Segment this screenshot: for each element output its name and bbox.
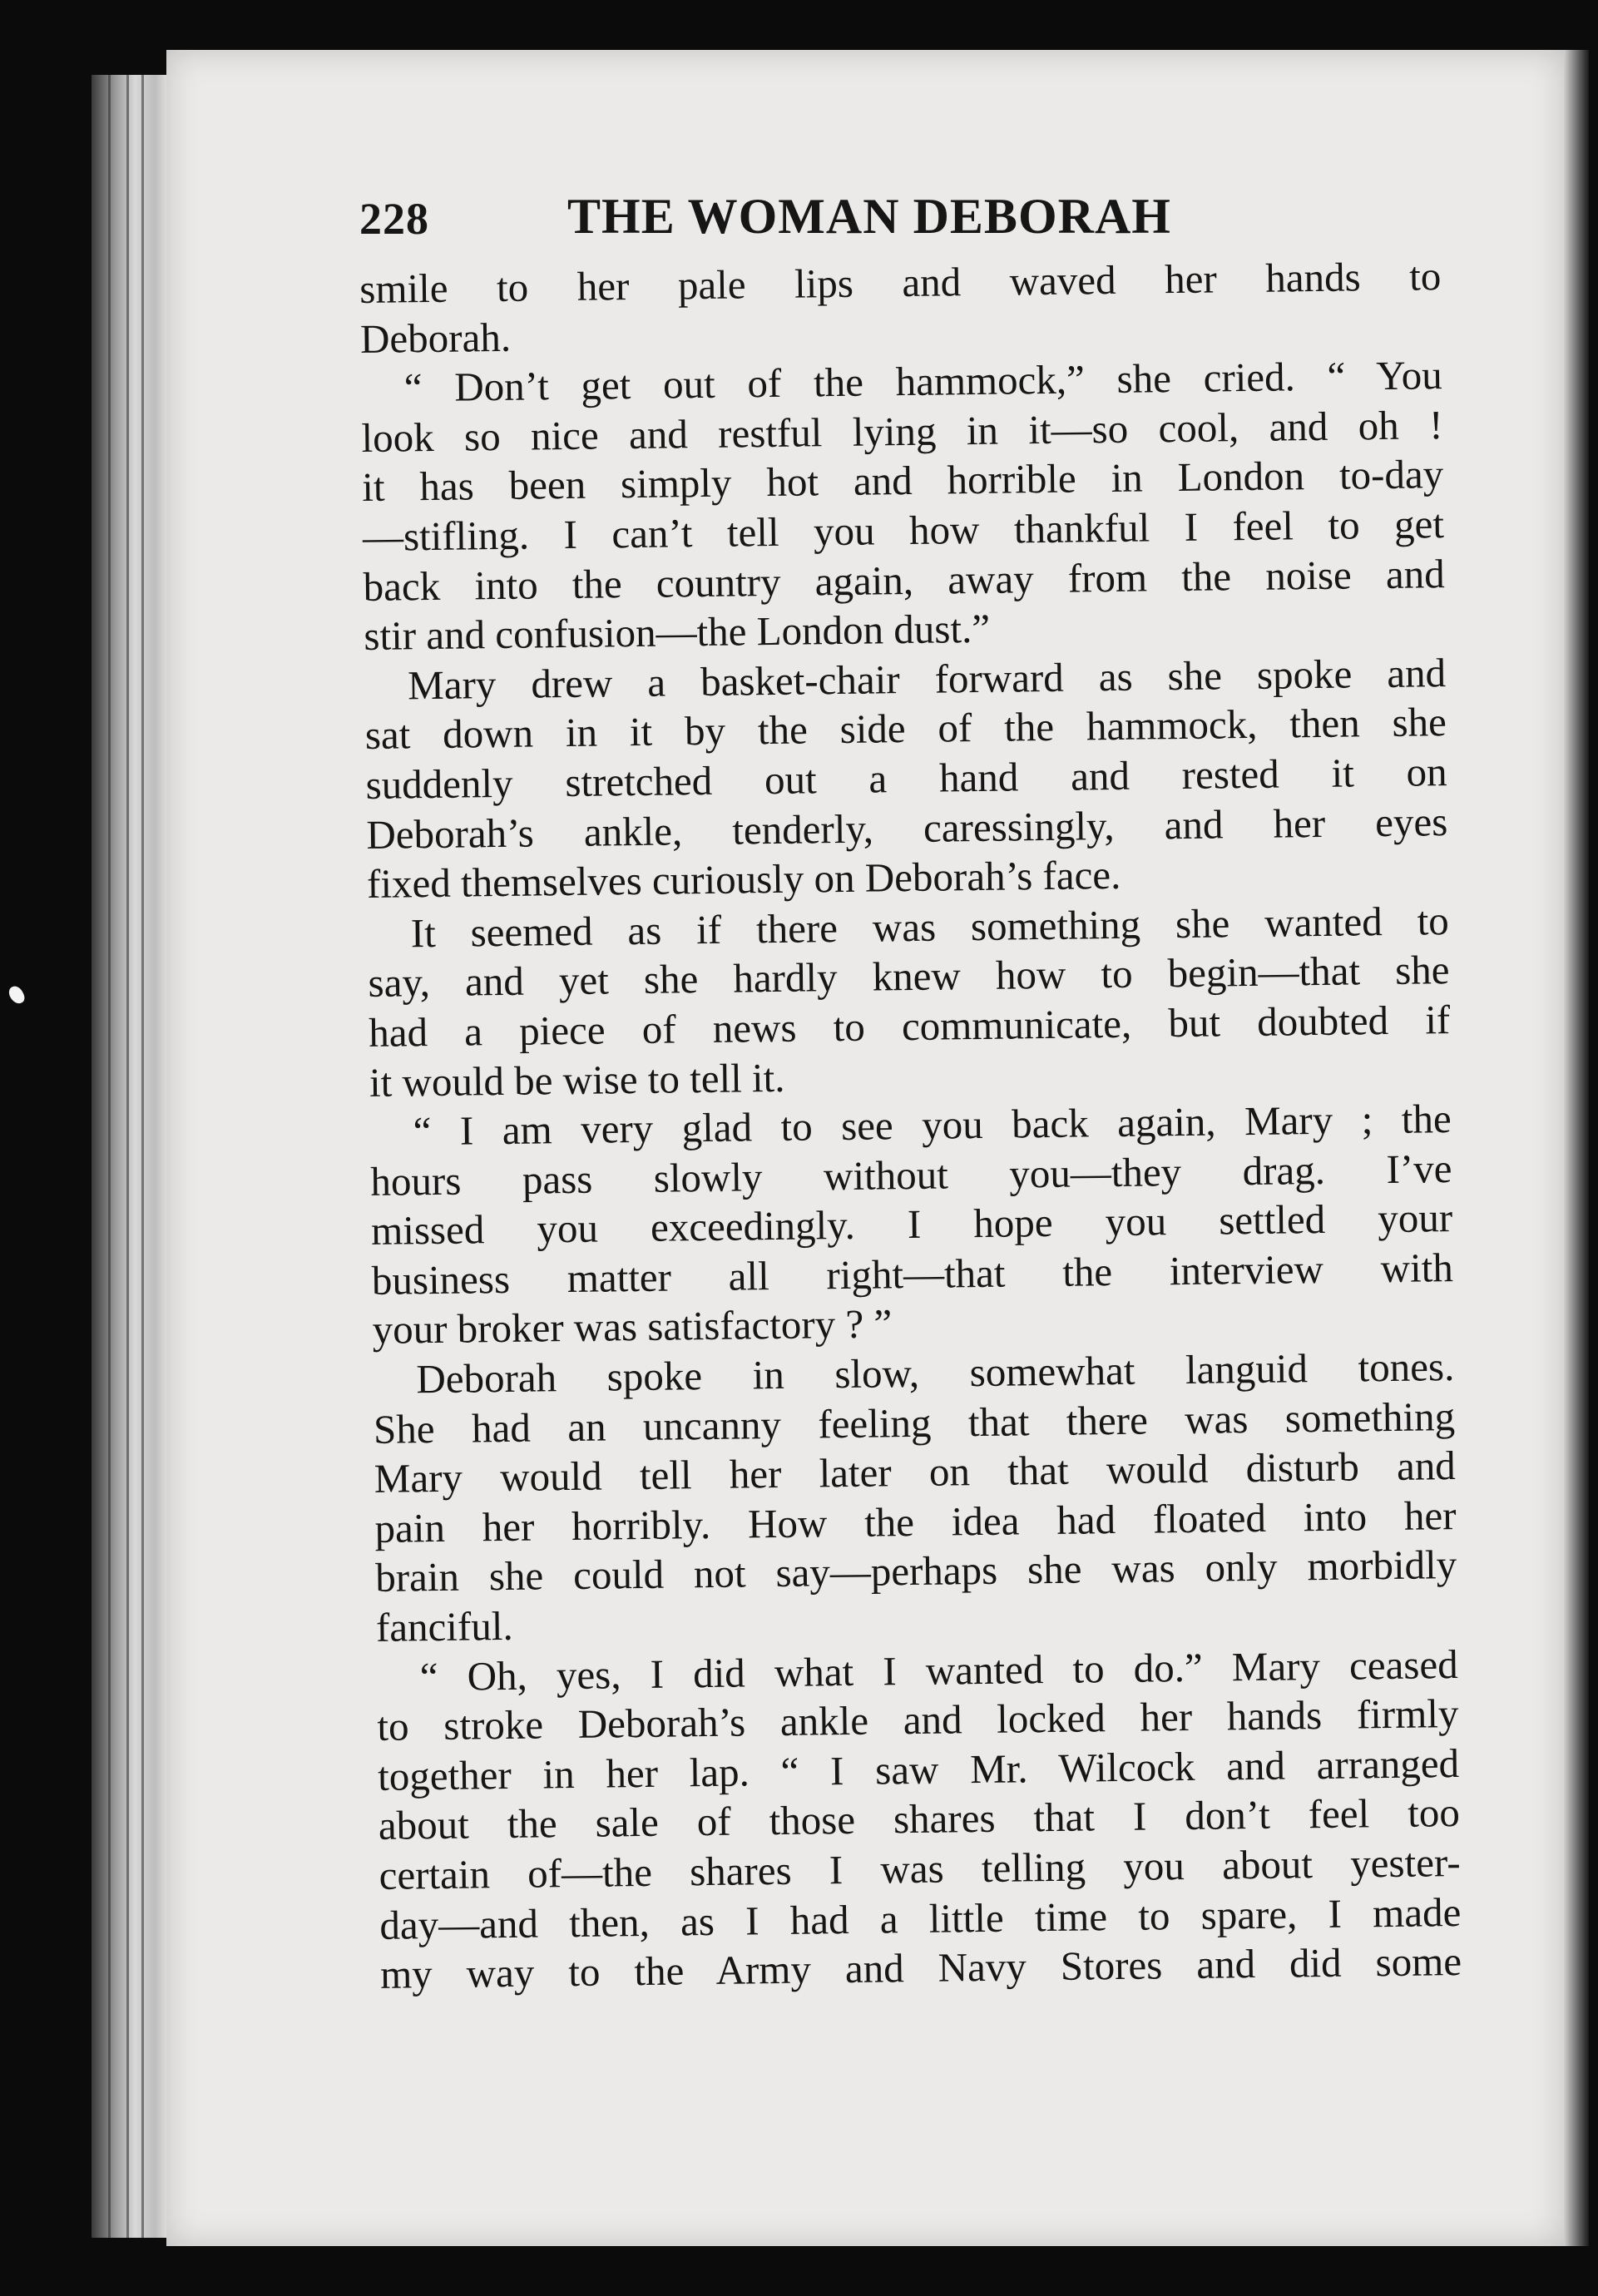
page-number: 228 — [359, 194, 429, 244]
binding-shadow-line — [126, 75, 129, 2238]
text-line: say, and yet she hardly knew how to begin—that she — [368, 947, 1450, 1007]
text-line: Mary drew a basket-chair forward as she spoke and — [407, 649, 1447, 709]
text-line: together in her lap. “ I saw Mr. Wilcock and arranged — [377, 1739, 1460, 1799]
text-line: it would be wise to tell it. — [369, 1054, 785, 1106]
book-binding-gutter — [92, 75, 171, 2238]
text-line: “ Don’t get out of the hammock,” she cried. “ You — [403, 352, 1443, 411]
text-line: brain she could not say—perhaps she was only morbidly — [374, 1541, 1457, 1601]
text-line: She had an uncanny feeling that there was something — [373, 1393, 1456, 1452]
body-text — [359, 251, 1462, 2011]
text-line: certain of—the shares I was telling you about yester- — [378, 1838, 1461, 1898]
text-line: day—and then, as I had a little time to spare, I made — [379, 1888, 1462, 1948]
text-line: “ Oh, yes, I did what I wanted to do.” Mary ceased — [419, 1640, 1458, 1700]
text-line: Mary would tell her later on that would disturb and — [374, 1442, 1457, 1502]
text-line: it has been simply hot and horrible in London to-day — [361, 451, 1444, 511]
text-line: stir and confusion—the London dust.” — [364, 605, 991, 660]
text-line: suddenly stretched out a hand and rested it on — [365, 749, 1447, 808]
text-line: Deborah spoke in slow, somewhat languid tones. — [416, 1343, 1455, 1403]
text-line: —stifling. I can’t tell you how thankful I feel to get — [362, 501, 1445, 560]
text-line: sat down in it by the side of the hammock, then she — [364, 699, 1447, 759]
text-line: my way to the Army and Navy Stores and did some — [379, 1938, 1462, 1998]
text-line: missed you exceedingly. I hope you settled your — [370, 1195, 1453, 1254]
text-line: “ I am very glad to see you back again, Mary ; the — [413, 1096, 1452, 1155]
text-line: back into the country again, away from the noise and — [363, 550, 1445, 610]
text-line: fanciful. — [375, 1602, 513, 1650]
page-right-edge — [1564, 50, 1589, 2246]
text-line: It seemed as if there was something she wanted to — [410, 897, 1450, 957]
binding-shadow-line — [108, 75, 111, 2238]
text-line: business matter all right—that the interview with — [371, 1244, 1454, 1304]
text-line: had a piece of news to communicate, but doubted if — [368, 996, 1451, 1056]
text-line: fixed themselves curiously on Deborah’s face. — [366, 852, 1121, 908]
text-line: your broker was satisfactory ? ” — [372, 1300, 893, 1353]
page-header — [359, 185, 1291, 251]
text-line: pain her horribly. How the idea had floated into her — [374, 1492, 1457, 1551]
text-line: about the sale of those shares that I don’t feel too — [378, 1789, 1461, 1849]
text-line: Deborah’s ankle, tenderly, caressingly, and her eyes — [366, 798, 1448, 858]
text-line: hours pass slowly without you—they drag. I’ve — [370, 1145, 1452, 1205]
text-line: look so nice and restful lying in it—so cool, and oh ! — [361, 401, 1443, 461]
dust-speck — [7, 984, 27, 1007]
text-line: to stroke Deborah’s ankle and locked her hands firmly — [377, 1690, 1459, 1750]
text-line: Deborah. — [359, 314, 512, 362]
text-line: smile to her pale lips and waved her hands to — [359, 253, 1442, 312]
running-title: THE WOMAN DEBORAH — [567, 189, 1171, 244]
binding-shadow-line — [141, 75, 144, 2238]
